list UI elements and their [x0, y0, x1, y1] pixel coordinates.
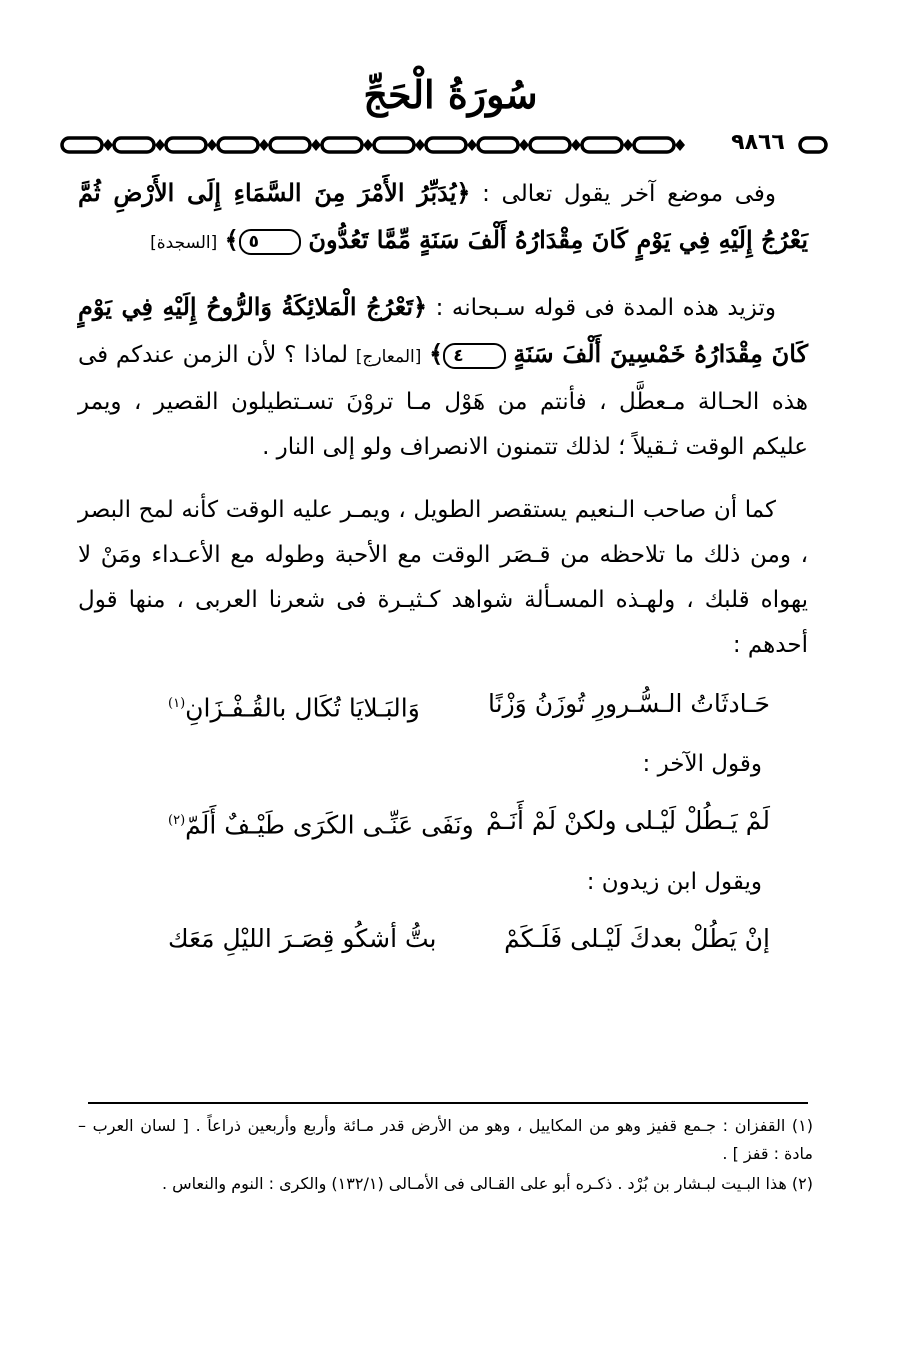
- verse-3-first-hemistich: إنْ يَطُلْ بعدكَ لَيْـلى فَلَـكَمْ: [504, 923, 770, 953]
- surah-reference-sajda: [السجدة]: [150, 233, 218, 253]
- surah-title: سُورَةُ الْحَجِّ: [363, 72, 538, 117]
- footnote-divider: [88, 1102, 808, 1104]
- paragraph-1-intro: وفى موضع آخر يقول تعالى :: [470, 181, 776, 207]
- decorative-chain-end: [798, 132, 828, 158]
- poetry-verse-3: [168, 915, 770, 963]
- verse-2-first-hemistich: لَمْ يَـطُلْ لَيْـلى ولكنْ لَمْ أَنَـمْ: [486, 806, 770, 836]
- poetry-verse-2: [168, 797, 770, 849]
- ayah-close-bracket: ﴾: [224, 225, 239, 254]
- paragraph-2-intro: وتزيد هذه المدة فى قوله سـبحانه :: [427, 295, 776, 321]
- paragraph-2: [78, 284, 808, 470]
- verse-3-second-hemistich: بتُّ أشكُو قِصَـرَ الليْلِ مَعَك: [168, 923, 437, 953]
- footnote-marker-2: (٢): [168, 813, 186, 829]
- verse-1-second-hemistich: وَالبَـلايَا تُكَال بالقُـفْـزَانِ$^{(١)}$: [168, 693, 420, 723]
- footnote-2: (٢) هذا البـيت لبـشار بن بُرْد . ذكـره أبو على القـالى فى الأمـالى (١٣٢/١) والكرى : النوم والنعاس .: [161, 1174, 813, 1193]
- quran-verse-sajda: ﴿يُدَبِّرُ الأَمْرَ مِنَ السَّمَاءِ إِلَى الأَرْضِ ثُمَّ يَعْرُجُ إِلَيْهِ فِي يَوْمٍ كَانَ مِقْدَارُهُ أَلْفَ سَنَةٍ مِّمَّا تَعُدُّونَ: [78, 178, 808, 254]
- verse-1-first-hemistich: حَـادثَاتُ الـسُّـرورِ تُوزَنُ وَزْنًا: [488, 689, 770, 718]
- decorative-chain-border: [60, 132, 720, 158]
- main-text: [78, 170, 808, 973]
- verse-3-intro: ويقول ابن زيدون :: [586, 868, 762, 895]
- paragraph-2-body: لماذا ؟ لأن الزمن عندكم فى هذه الحـالة مـعطَّل ، فأنتم من هَوْل مـا تروْنَ تسـتطيلون القصير ، ويمر عليكم الوقت ثـقيلاً ؛ لذلك تتمنون الانصراف ولو إلى النار .: [78, 342, 808, 460]
- page-number: ٩٨٦٦: [731, 130, 785, 155]
- ayah-close-bracket: ﴾: [429, 339, 444, 368]
- verse-2-second-hemistich: ونَفَى عَنِّـى الكَرَى طَيْـفٌ أَلَمّ$^{(٢)}$: [168, 810, 474, 840]
- paragraph-3: كما أن صاحب الـنعيم يستقصر الطويل ، ويمـر عليه الوقت كأنه لمح البصر ، ومن ذلك ما تلاحظه من قـصَر الوقت مع الأحبة وطوله مع الأعـداء ومَنْ لا يهواه قلبك ، ولهـذه المسـألة شواهد كـثيـرة فى شعرنا العربى ، منها قول أحدهم :: [78, 497, 808, 658]
- footnote-marker-1: (١): [168, 696, 186, 711]
- verse-2-intro: وقول الآخر :: [642, 751, 762, 778]
- paragraph-1: [78, 170, 808, 266]
- quran-verse-maarij: ﴿تَعْرُجُ الْمَلائِكَةُ وَالرُّوحُ إِلَيْهِ فِي يَوْمٍ كَانَ مِقْدَارُهُ خَمْسِينَ أَلْفَ سَنَةٍ: [78, 292, 809, 368]
- footnote-1: (١) القفزان : جـمع قفيز وهو من المكاييل ، وهو من الأرض قدر مـائة وأربع وأربعين ذراعاً . [ لسان العرب – مادة : قفز ] .: [78, 1116, 813, 1163]
- poetry-verse-1: [168, 680, 770, 732]
- footnotes: [78, 1112, 813, 1200]
- ayah-number-badge: ٥: [239, 229, 301, 255]
- surah-reference-maarij: [المعارج]: [355, 347, 422, 367]
- ayah-number-badge: ٤: [443, 343, 505, 369]
